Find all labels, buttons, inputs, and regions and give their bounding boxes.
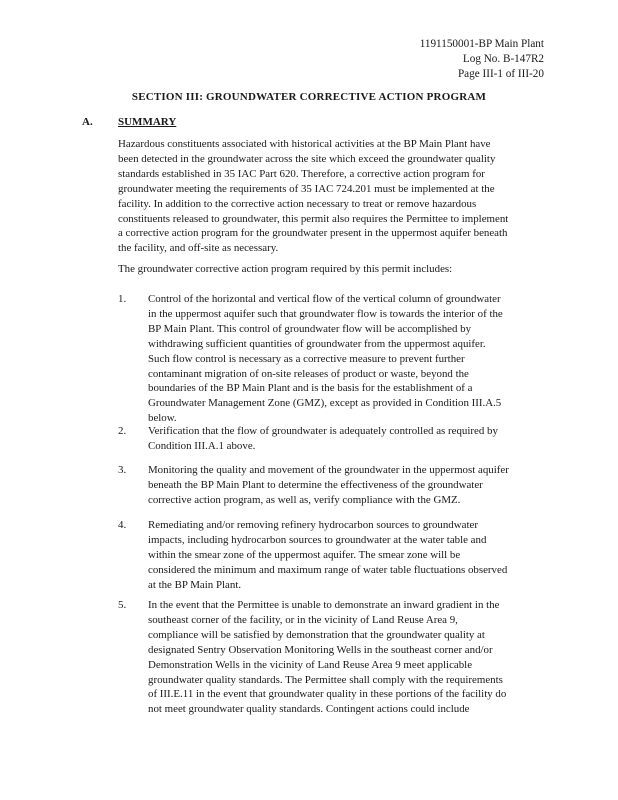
text-line: been detected in the groundwater across the site which exceed the groundwater quality xyxy=(118,152,496,165)
list-item-number: 4. xyxy=(118,519,127,531)
text-line: not meet groundwater quality standards. Contingent actions could include xyxy=(148,703,470,716)
summary-paragraph xyxy=(118,137,548,256)
subsection-title: SUMMARY xyxy=(118,116,177,128)
list-item-number: 5. xyxy=(118,599,127,611)
text-line: below. xyxy=(148,412,177,425)
text-line: within the smear zone of the uppermost aquifer. The smear zone will be xyxy=(148,548,461,561)
text-line: Monitoring the quality and movement of the groundwater in the uppermost aquifer xyxy=(148,464,509,476)
text-line: Such flow control is necessary as a corrective measure to prevent further xyxy=(148,352,465,365)
text-line: BP Main Plant. This control of groundwater flow will be accomplished by xyxy=(148,322,472,335)
text-line: In the event that the Permittee is unable to demonstrate an inward gradient in the xyxy=(148,599,500,611)
text-line: contaminant migration of on-site releases of product or waste, beyond the xyxy=(148,367,469,380)
text-line: corrective action program, as well as, verify compliance with the GMZ. xyxy=(148,493,461,506)
text-line: beneath the BP Main Plant to determine the effectiveness of the groundwater xyxy=(148,478,483,491)
text-line: impacts, including hydrocarbon sources to groundwater at the water table and xyxy=(148,533,487,546)
document-id: 1191150001-BP Main Plant xyxy=(419,38,544,50)
text-line: compliance will be satisfied by demonstration that the groundwater quality at xyxy=(148,628,485,641)
list-item-text xyxy=(148,292,550,426)
text-line: groundwater meeting the requirements of 35 IAC 724.201 must be implemented at the xyxy=(118,182,495,195)
text-line: the facility, and off-site as necessary. xyxy=(118,242,279,255)
text-line: in the uppermost aquifer such that groundwater flow is towards the interior of the xyxy=(148,307,503,320)
list-item-text xyxy=(148,518,550,593)
text-line: considered the minimum and maximum range of water table fluctuations observed xyxy=(148,563,508,576)
text-line: designated Sentry Observation Monitoring Wells in the southeast corner and/or xyxy=(148,643,493,656)
list-item-text xyxy=(148,424,550,454)
log-number: Log No. B-147R2 xyxy=(462,53,544,65)
text-line: boundaries of the BP Main Plant and is the basis for the establishment of a xyxy=(148,382,473,395)
text-line: southeast corner of the facility, or in the vicinity of Land Reuse Area 9, xyxy=(148,613,458,626)
text-line: a corrective action program for the groundwater present in the uppermost aquifer beneath xyxy=(118,227,508,240)
page-header xyxy=(420,37,544,82)
text-line: Condition III.A.1 above. xyxy=(148,439,256,452)
text-line: Demonstration Wells in the vicinity of Land Reuse Area 9 meet applicable xyxy=(148,658,473,671)
list-item-text xyxy=(148,463,550,508)
section-title: SECTION III: GROUNDWATER CORRECTIVE ACTION PROGRAM xyxy=(131,91,487,103)
subsection-heading xyxy=(82,116,176,128)
subsection-number: A. xyxy=(82,116,93,128)
program-intro-paragraph: The groundwater corrective action program required by this permit includes: xyxy=(118,263,453,275)
text-line: Control of the horizontal and vertical flow of the vertical column of groundwater xyxy=(148,293,501,305)
text-line: at the BP Main Plant. xyxy=(148,578,242,591)
list-item-number: 1. xyxy=(118,293,127,305)
text-line: Remediating and/or removing refinery hydrocarbon sources to groundwater xyxy=(148,519,478,531)
list-item-number: 2. xyxy=(118,425,127,437)
text-line: constituents released to groundwater, this permit also requires the Permittee to implement xyxy=(118,212,509,225)
list-item-text xyxy=(148,598,550,717)
list-item-number: 3. xyxy=(118,464,127,476)
page-number: Page III-1 of III-20 xyxy=(457,68,544,80)
text-line: of III.E.11 in the event that groundwater quality in these portions of the facility do xyxy=(148,688,507,701)
text-line: standards established in 35 IAC Part 620. Therefore, a corrective action program for xyxy=(118,167,485,180)
text-line: Verification that the flow of groundwater is adequately controlled as required by xyxy=(148,425,498,437)
text-line: Hazardous constituents associated with historical activities at the BP Main Plant have xyxy=(118,138,491,150)
text-line: withdrawing sufficient quantities of groundwater from the uppermost aquifer. xyxy=(148,337,486,350)
text-line: Groundwater Management Zone (GMZ), except as provided in Condition III.A.5 xyxy=(148,397,502,410)
text-line: groundwater quality standards. The Permittee shall comply with the requirements xyxy=(148,673,503,686)
text-line: facility. In addition to the corrective action necessary to treat or remove hazardous xyxy=(118,197,477,210)
